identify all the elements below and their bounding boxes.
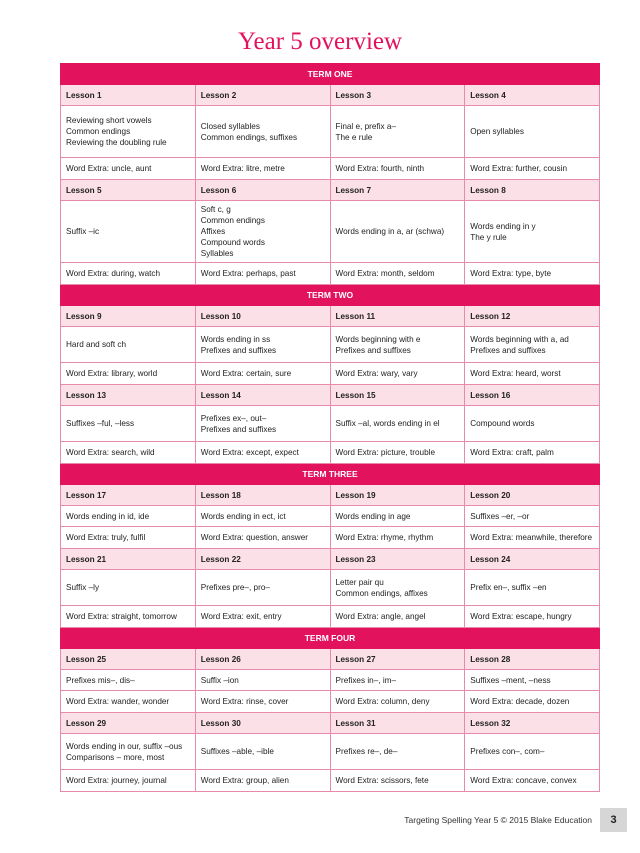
lesson-content: Reviewing short vowels Common endings Reviewing the doubling rule [61,106,196,158]
lesson-heading: Lesson 25 [61,649,196,670]
word-extra: Word Extra: question, answer [195,527,330,549]
lesson-content: Words beginning with e Prefixes and suffixes [330,327,465,363]
lesson-header-row [61,549,600,570]
term-header-row [61,64,600,85]
lesson-heading: Lesson 31 [330,713,465,734]
lesson-heading: Lesson 24 [465,549,600,570]
lesson-content: Letter pair qu Common endings, affixes [330,570,465,606]
lesson-heading: Lesson 27 [330,649,465,670]
word-extra-row [61,770,600,792]
lesson-content: Compound words [465,406,600,442]
word-extra: Word Extra: during, watch [61,263,196,285]
term-heading: TERM FOUR [61,628,600,649]
lesson-heading: Lesson 8 [465,180,600,201]
lesson-content-row [61,406,600,442]
word-extra: Word Extra: library, world [61,363,196,385]
lesson-content: Words ending in ect, ict [195,506,330,527]
word-extra: Word Extra: group, alien [195,770,330,792]
word-extra-row [61,363,600,385]
lesson-heading: Lesson 18 [195,485,330,506]
lesson-heading: Lesson 20 [465,485,600,506]
word-extra: Word Extra: decade, dozen [465,691,600,713]
lesson-content-row [61,506,600,527]
lesson-content: Suffix –ly [61,570,196,606]
word-extra: Word Extra: further, cousin [465,158,600,180]
lesson-content: Words ending in age [330,506,465,527]
overview-table-body [61,64,600,792]
lesson-content: Suffixes –er, –or [465,506,600,527]
lesson-heading: Lesson 21 [61,549,196,570]
lesson-content-row [61,201,600,263]
word-extra: Word Extra: scissors, fete [330,770,465,792]
lesson-content-row [61,670,600,691]
word-extra: Word Extra: craft, palm [465,442,600,464]
word-extra-row [61,527,600,549]
word-extra: Word Extra: journey, journal [61,770,196,792]
word-extra: Word Extra: certain, sure [195,363,330,385]
lesson-header-row [61,180,600,201]
lesson-header-row [61,649,600,670]
lesson-content: Words ending in a, ar (schwa) [330,201,465,263]
word-extra: Word Extra: angle, angel [330,606,465,628]
page-title: Year 5 overview [237,28,403,55]
lesson-content-row [61,106,600,158]
lesson-heading: Lesson 30 [195,713,330,734]
word-extra: Word Extra: meanwhile, therefore [465,527,600,549]
word-extra-row [61,442,600,464]
lesson-heading: Lesson 9 [61,306,196,327]
term-heading: TERM TWO [61,285,600,306]
word-extra: Word Extra: rinse, cover [195,691,330,713]
lesson-content: Prefixes pre–, pro– [195,570,330,606]
lesson-content: Suffixes –able, –ible [195,734,330,770]
lesson-content-row [61,570,600,606]
lesson-content: Open syllables [465,106,600,158]
lesson-heading: Lesson 14 [195,385,330,406]
lesson-content: Soft c, g Common endings Affixes Compound words Syllables [195,201,330,263]
word-extra: Word Extra: heard, worst [465,363,600,385]
lesson-content: Words beginning with a, ad Prefixes and suffixes [465,327,600,363]
lesson-content: Suffixes –ful, –less [61,406,196,442]
term-heading: TERM ONE [61,64,600,85]
lesson-heading: Lesson 29 [61,713,196,734]
lesson-heading: Lesson 16 [465,385,600,406]
lesson-content: Words ending in our, suffix –ous Comparisons – more, most [61,734,196,770]
term-header-row [61,285,600,306]
lesson-heading: Lesson 32 [465,713,600,734]
word-extra-row [61,606,600,628]
word-extra-row [61,158,600,180]
word-extra: Word Extra: type, byte [465,263,600,285]
lesson-content: Final e, prefix a– The e rule [330,106,465,158]
lesson-header-row [61,85,600,106]
word-extra: Word Extra: escape, hungry [465,606,600,628]
lesson-heading: Lesson 3 [330,85,465,106]
term-heading: TERM THREE [61,464,600,485]
word-extra: Word Extra: picture, trouble [330,442,465,464]
word-extra-row [61,263,600,285]
lesson-content: Prefixes con–, com– [465,734,600,770]
lesson-heading: Lesson 4 [465,85,600,106]
lesson-content: Prefixes ex–, out– Prefixes and suffixes [195,406,330,442]
lesson-content-row [61,327,600,363]
word-extra: Word Extra: wary, vary [330,363,465,385]
lesson-heading: Lesson 28 [465,649,600,670]
overview-table-frame [60,63,600,792]
word-extra: Word Extra: truly, fulfil [61,527,196,549]
lesson-content: Prefixes in–, im– [330,670,465,691]
lesson-content: Suffix –ic [61,201,196,263]
word-extra: Word Extra: perhaps, past [195,263,330,285]
lesson-heading: Lesson 26 [195,649,330,670]
lesson-header-row [61,713,600,734]
word-extra: Word Extra: fourth, ninth [330,158,465,180]
lesson-content: Words ending in ss Prefixes and suffixes [195,327,330,363]
lesson-header-row [61,385,600,406]
lesson-header-row [61,485,600,506]
lesson-content: Prefixes re–, de– [330,734,465,770]
word-extra: Word Extra: litre, metre [195,158,330,180]
page-number: 3 [600,808,627,832]
lesson-content: Hard and soft ch [61,327,196,363]
overview-table [60,63,600,792]
word-extra: Word Extra: exit, entry [195,606,330,628]
word-extra: Word Extra: except, expect [195,442,330,464]
lesson-content: Words ending in y The y rule [465,201,600,263]
word-extra: Word Extra: uncle, aunt [61,158,196,180]
lesson-header-row [61,306,600,327]
lesson-content: Closed syllables Common endings, suffixes [195,106,330,158]
word-extra-row [61,691,600,713]
lesson-heading: Lesson 1 [61,85,196,106]
lesson-content: Prefix en–, suffix –en [465,570,600,606]
lesson-content: Suffix –ion [195,670,330,691]
lesson-content: Suffix –al, words ending in el [330,406,465,442]
word-extra: Word Extra: straight, tomorrow [61,606,196,628]
word-extra: Word Extra: rhyme, rhythm [330,527,465,549]
lesson-heading: Lesson 12 [465,306,600,327]
lesson-heading: Lesson 6 [195,180,330,201]
lesson-heading: Lesson 22 [195,549,330,570]
word-extra: Word Extra: month, seldom [330,263,465,285]
lesson-heading: Lesson 15 [330,385,465,406]
lesson-heading: Lesson 11 [330,306,465,327]
lesson-heading: Lesson 19 [330,485,465,506]
lesson-heading: Lesson 7 [330,180,465,201]
lesson-content-row [61,734,600,770]
lesson-heading: Lesson 10 [195,306,330,327]
word-extra: Word Extra: search, wild [61,442,196,464]
term-header-row [61,628,600,649]
lesson-content: Words ending in id, ide [61,506,196,527]
lesson-heading: Lesson 2 [195,85,330,106]
lesson-heading: Lesson 17 [61,485,196,506]
lesson-heading: Lesson 13 [61,385,196,406]
lesson-heading: Lesson 23 [330,549,465,570]
lesson-content: Suffixes –ment, –ness [465,670,600,691]
lesson-heading: Lesson 5 [61,180,196,201]
word-extra: Word Extra: column, deny [330,691,465,713]
word-extra: Word Extra: concave, convex [465,770,600,792]
footer-credit: Targeting Spelling Year 5 © 2015 Blake Education [404,815,592,825]
term-header-row [61,464,600,485]
word-extra: Word Extra: wander, wonder [61,691,196,713]
lesson-content: Prefixes mis–, dis– [61,670,196,691]
